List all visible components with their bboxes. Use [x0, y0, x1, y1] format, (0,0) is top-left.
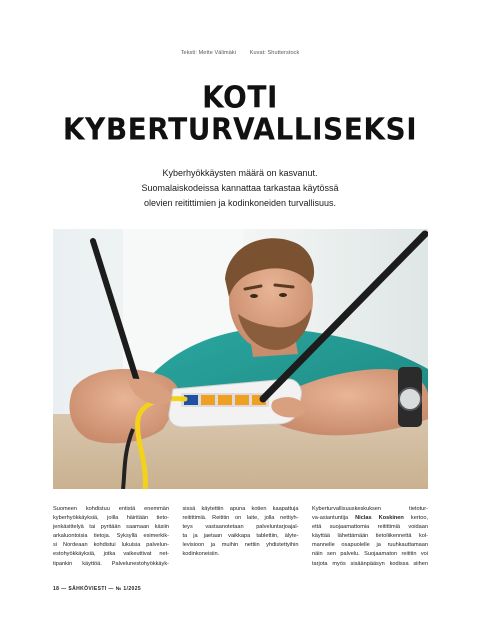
article-title: [0, 79, 480, 148]
photo-credit: Kuvat: Shutterstock: [249, 50, 300, 56]
body-line: [312, 514, 428, 523]
body-line: mannelle osapuolelle ja ruuhkauttamaan: [312, 542, 428, 549]
lead-line-3: olevien reitittimien ja kodinkoneiden turvallisuus.: [143, 198, 337, 208]
text-credit: Teksti: Mette Välimäki: [180, 50, 237, 56]
body-line: reitittimiä. Reititin on laite, jolla nettiyh-: [182, 515, 299, 522]
body-line: kodinkoneisiin.: [182, 551, 220, 558]
lead-line-1: Kyberhyökkäysten määrä on kasvanut.: [162, 168, 318, 178]
title-line-1: KOTI: [202, 79, 278, 116]
body-line: tarjota myös sisäänpääsyn kodissa siihen: [312, 560, 428, 567]
body-line: arkaluontoisia tietoja. Syksyllä esimerkik-: [53, 533, 169, 540]
body-line: käyttää lähettämään tietoliikennettä kol-: [312, 533, 428, 540]
body-line: jenkäsittelyä tai pyritään saamaan käsiin: [53, 524, 169, 531]
body-line: si Nordeaan kohdistui lukuisia palvelun-: [53, 542, 169, 549]
router-photo: [53, 229, 428, 489]
body-column-2: [183, 505, 299, 567]
body-line: sissä käytettiin apuna kotien kaapattuja: [182, 506, 299, 512]
body-line: tipankin käyttöä. Palvelunestohyökkäyk-: [53, 560, 169, 567]
title-line-2: KYBERTURVALLISEKSI: [62, 111, 418, 148]
body-column-1: [53, 505, 169, 567]
body-line: estohyökkäyksiä, jotka vaikeuttivat net-: [53, 551, 169, 558]
body-column-3: [312, 505, 428, 567]
body-line: levisioon ja muihin nettiin yhdistettyihin: [182, 542, 299, 549]
body-line: Suomeen kohdistuu entistä enemmän: [53, 506, 169, 512]
expert-name: Niclas Koskinen: [355, 515, 404, 522]
page-footer: 18 — SÄHKÖVIESTI — № 1/2025: [53, 586, 142, 592]
body-text: kertoo,: [403, 515, 428, 522]
body-line: teys vastaanotetaan palveluntarjoajal-: [182, 524, 299, 531]
body-line: näin sen palvelu. Suojaamaton reititin voi: [312, 551, 428, 558]
body-text: va-asiantuntija: [312, 515, 356, 522]
body-line: Kyberturvallisuuskeskuksen tietotur-: [312, 506, 428, 512]
lead-paragraph: [0, 166, 480, 211]
lead-line-2: Suomalaiskodeissa kannattaa tarkastaa käytössä: [141, 183, 339, 193]
body-line: ta ja jaetaan vaikkapa tablettiin, älyte-: [182, 533, 299, 540]
byline: [0, 50, 480, 56]
body-line: että suojaamattomia reitittimiä voidaan: [312, 524, 428, 531]
body-line: kyberhyökkäyksiä, joilla häiritään tieto-: [53, 515, 169, 522]
body-columns: [53, 505, 428, 567]
